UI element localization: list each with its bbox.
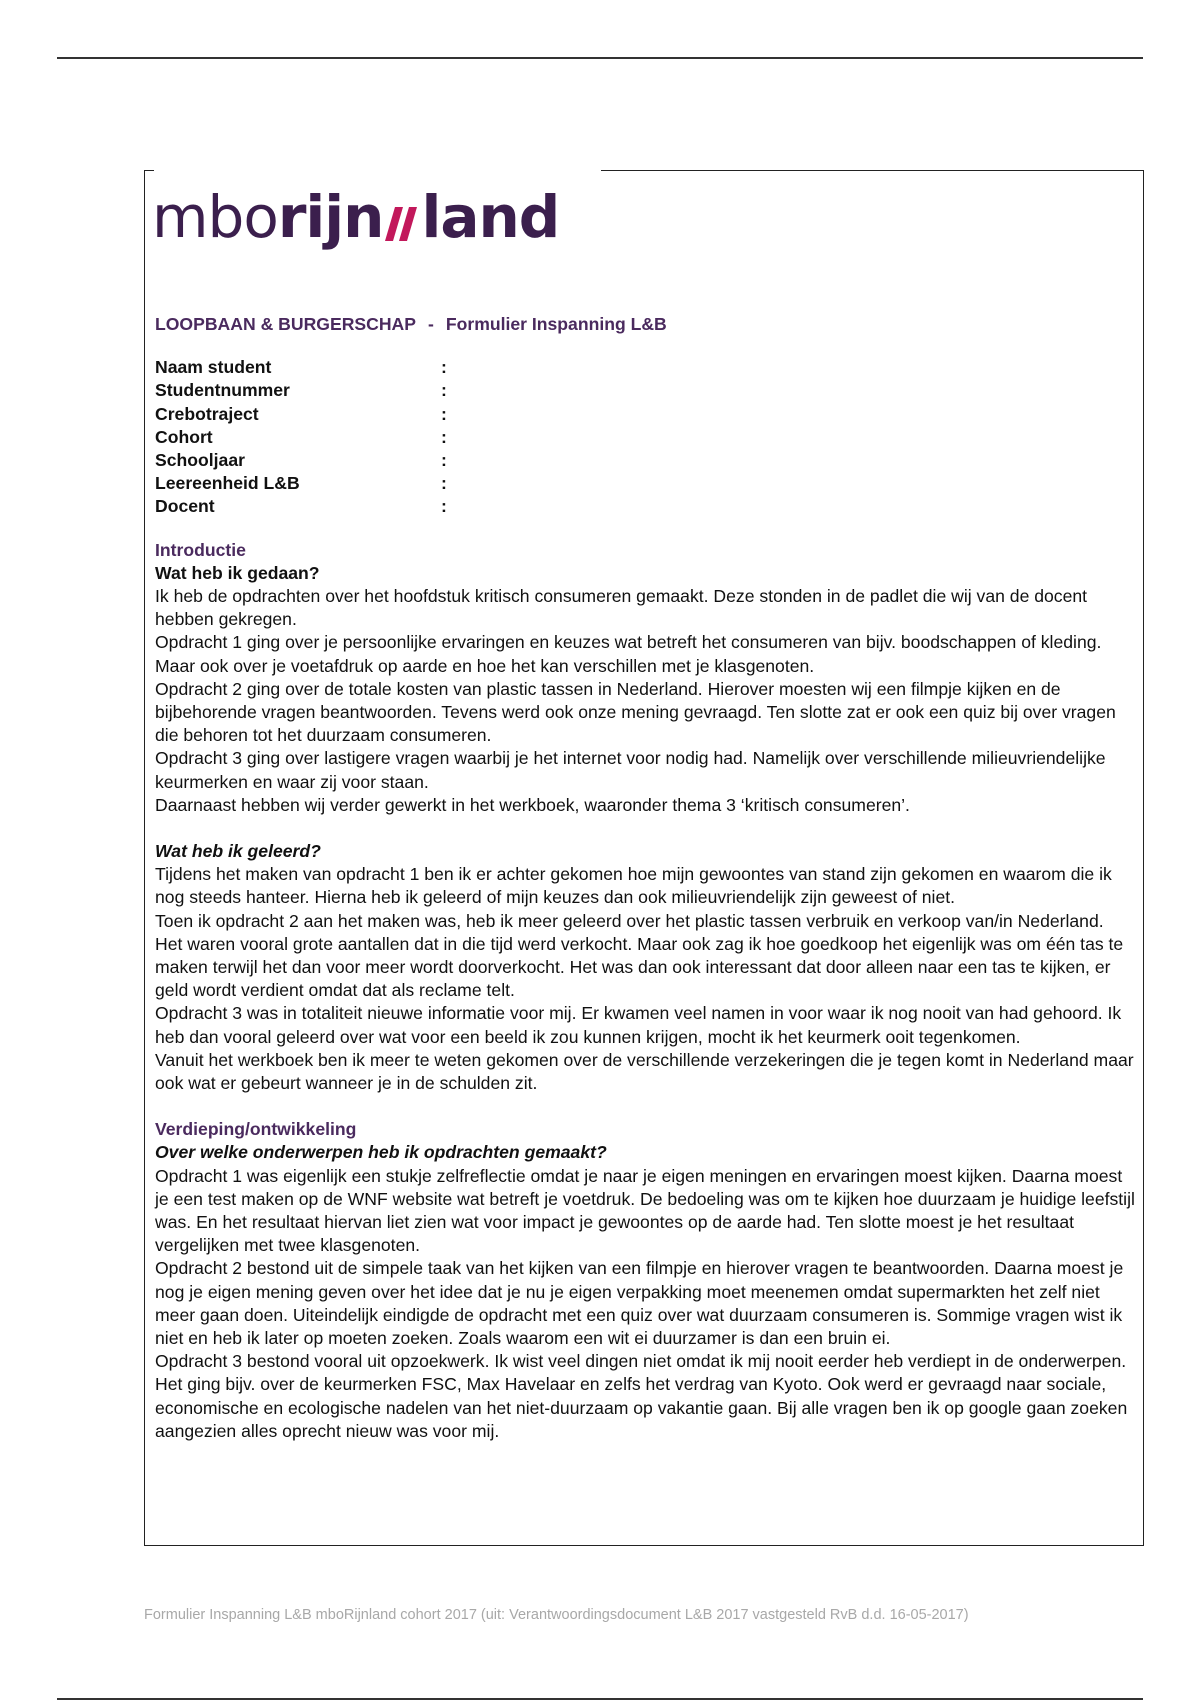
field-colon: : (441, 449, 447, 470)
heading-introductie: Introductie (155, 539, 246, 560)
section-geleerd (155, 840, 1135, 1095)
form-content (155, 313, 1135, 1443)
mborijnland-logo (152, 183, 560, 251)
form-title (155, 313, 1135, 336)
paragraph: Tijdens het maken van opdracht 1 ben ik er achter gekomen hoe mijn gewoontes van stand zijn gekomen en waarom die ik nog steeds hanteer. Hierna heb ik geleerd of mijn keuzes dan ook milieuvriendelijk zijn geweest of niet. (155, 864, 1112, 908)
field-row-cohort (155, 426, 1135, 449)
logo-text-rijn: rijn (277, 183, 384, 251)
field-label: Leereenheid L&B (155, 473, 300, 494)
field-colon: : (441, 426, 447, 447)
field-label: Crebotraject (155, 403, 259, 424)
question-onderwerpen: Over welke onderwerpen heb ik opdrachten gemaakt? (155, 1142, 607, 1163)
frame-top-right (601, 170, 1144, 171)
field-row-leereenheid (155, 472, 1135, 495)
field-row-docent (155, 495, 1135, 518)
logo-slashes-icon (385, 195, 419, 243)
paragraph: Toen ik opdracht 2 aan het maken was, heb ik meer geleerd over het plastic tassen verbruik en verkoop van/in Nederland. Het waren vooral grote aantallen dat in die tijd werd verkocht. Maar ook zag ik hoe goedkoop het eigenlijk was om één tas te maken terwijl het dan voor meer wordt doorverkocht. Het was dan ook interessant dat door alleen naar een tas te kijken, er geld wordt verdient omdat dat als reclame telt. (155, 910, 1124, 1001)
paragraph: Opdracht 1 was eigenlijk een stukje zelfreflectie omdat je naar je eigen meningen en ervaringen moest kijken. Daarna moest je een test maken op de WNF website wat betreft je voetdruk. De bedoeling was om te kijken hoe duurzaam je huidige leefstijl was. En het resultaat hiervan liet zien wat voor impact je gewoontes op de aarde had. Ten slotte moest je het resultaat vergelijken met twee klasgenoten. (155, 1165, 1135, 1256)
student-fields (155, 356, 1135, 518)
field-label: Cohort (155, 426, 213, 447)
paragraph: Opdracht 2 ging over de totale kosten van plastic tassen in Nederland. Hierover moesten wij een filmpje kijken en de bijbehorende vragen beantwoorden. Tevens werd ook onze mening gevraagd. Ten slotte zat er ook een quiz bij over vragen die behoren tot het duurzaam consumeren. (155, 678, 1116, 746)
field-colon: : (441, 403, 447, 424)
paragraph: Vanuit het werkboek ben ik meer te weten gekomen over de verschillende verzekeringen die je tegen komt in Nederland maar ook wat er gebeurt wanneer je in de schulden zit. (155, 1049, 1134, 1093)
section-introductie (155, 539, 1135, 817)
question-wat-gedaan: Wat heb ik gedaan? (155, 562, 320, 583)
field-row-studentnummer (155, 379, 1135, 402)
paragraph: Daarnaast hebben wij verder gewerkt in het werkboek, waaronder thema 3 ‘kritisch consumeren’. (155, 794, 910, 815)
logo-text-land: land (421, 183, 560, 251)
form-subject: LOOPBAAN & BURGERSCHAP (155, 314, 416, 334)
paragraph: Opdracht 2 bestond uit de simpele taak van het kijken van een filmpje en hierover vragen te beantwoorden. Daarna moest je nog je eigen mening geven over het idee dat je nu je eigen verpakking moet meenemen omdat supermarkten het zelf niet meer gaan doen. Uiteindelijk eindigde de opdracht met een quiz over wat duurzaam consumeren is. Sommige vragen wist ik niet en heb ik later op moeten zoeken. Zoals waarom een wit ei duurzamer is dan een bruin ei. (155, 1258, 1124, 1349)
paragraph: Ik heb de opdrachten over het hoofdstuk kritisch consumeren gemaakt. Deze stonden in de padlet die wij van de docent hebben gekregen. (155, 585, 1088, 630)
question-wat-geleerd: Wat heb ik geleerd? (155, 840, 321, 861)
top-rule (57, 57, 1143, 59)
title-separator: - (428, 314, 434, 334)
field-colon: : (441, 473, 447, 494)
form-name: Formulier Inspanning L&B (445, 314, 667, 334)
paragraph: Opdracht 3 ging over lastigere vragen waarbij je het internet voor nodig had. Namelijk over verschillende milieuvriendelijke keurmerken en waar zij voor staan. (155, 748, 1106, 792)
field-label: Studentnummer (155, 380, 290, 401)
paragraph: Opdracht 3 was in totaliteit nieuwe informatie voor mij. Er kwamen veel namen in voor waar ik nog nooit van had gehoord. Ik heb dan vooral geleerd over wat voor een beeld ik zou kunnen krijgen, mocht ik het keurmerk ooit tegenkomen. (155, 1003, 1122, 1047)
field-row-naam (155, 356, 1135, 379)
field-colon: : (441, 380, 447, 401)
spacer (155, 1095, 1135, 1118)
heading-verdieping: Verdieping/ontwikkeling (155, 1119, 357, 1140)
frame-top-left (144, 170, 154, 171)
logo-text-mbo: mbo (152, 183, 278, 251)
page-footer: Formulier Inspanning L&B mboRijnland cohort 2017 (uit: Verantwoordingsdocument L&B 2017 vastgesteld RvB d.d. 16-05-2017) (144, 1607, 969, 1623)
paragraph: Opdracht 1 ging over je persoonlijke ervaringen en keuzes wat betreft het consumeren van bijv. boodschappen of kleding. Maar ook over je voetafdruk op aarde en hoe het kan verschillen met je klasgenoten. (155, 632, 1102, 676)
field-colon: : (441, 357, 447, 378)
field-row-schooljaar (155, 449, 1135, 472)
field-colon: : (441, 496, 447, 517)
field-label: Schooljaar (155, 449, 245, 470)
field-label: Docent (155, 496, 215, 517)
spacer (155, 817, 1135, 840)
field-label: Naam student (155, 357, 272, 378)
paragraph: Opdracht 3 bestond vooral uit opzoekwerk. Ik wist veel dingen niet omdat ik mij nooit eerder heb verdiept in de onderwerpen. Het ging bijv. over de keurmerken FSC, Max Havelaar en zelfs het verdrag van Kyoto. Ook werd er gevraagd naar sociale, economische en ecologische nadelen van het niet-duurzaam op vakantie gaan. Bij alle vragen ben ik op google gaan zoeken aangezien alles oprecht nieuw was voor mij. (155, 1351, 1128, 1441)
section-verdieping (155, 1118, 1135, 1443)
field-row-crebotraject (155, 403, 1135, 426)
